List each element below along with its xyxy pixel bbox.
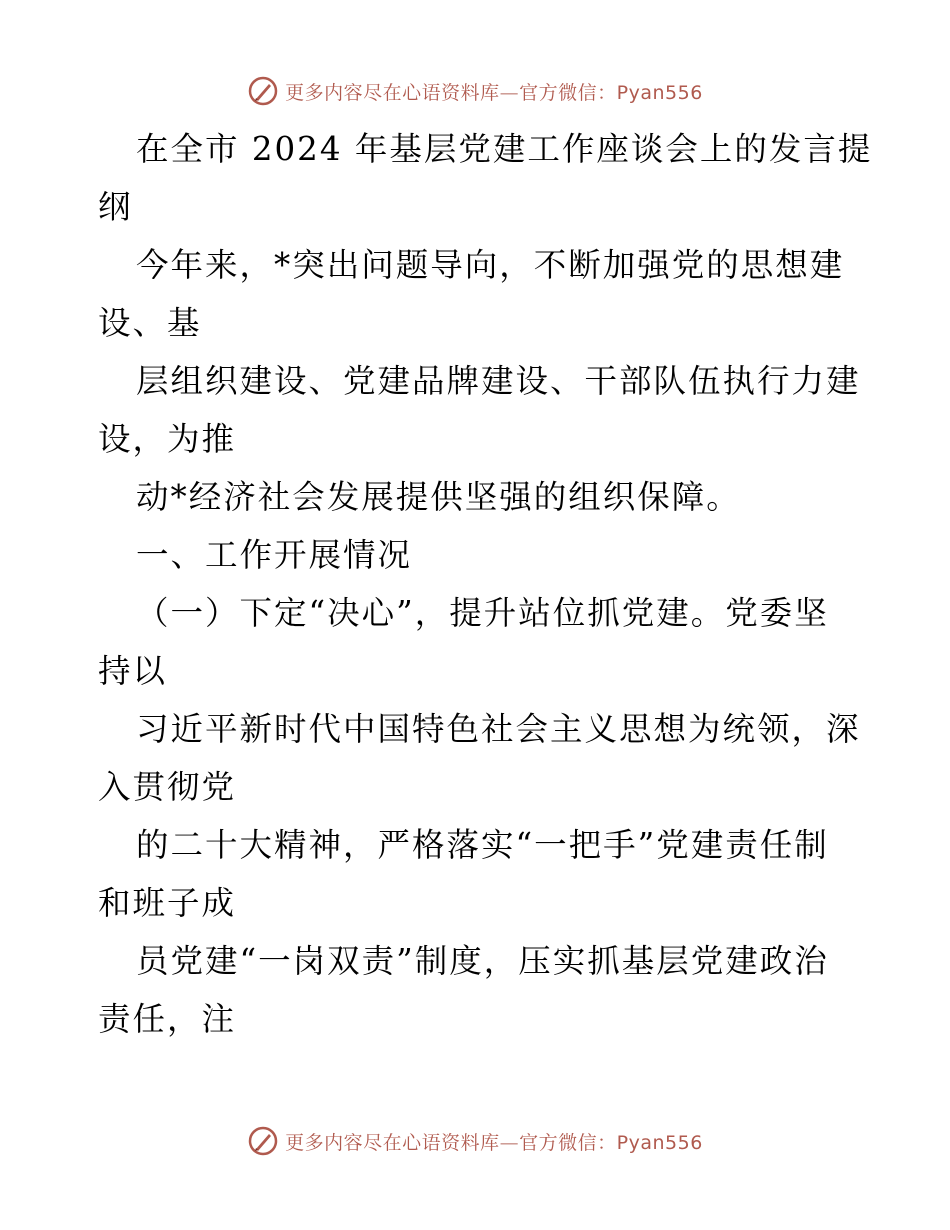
header-banner-text: 更多内容尽在心语资料库—官方微信：Pyan556 [285,81,703,104]
quill-pen-logo-icon [247,1125,279,1157]
text-line: 在全市 2024 年基层党建工作座谈会上的发言提 [136,130,873,168]
text-line: 入贯彻党 [98,768,237,806]
quill-pen-logo-icon [247,75,279,107]
header-banner [0,71,950,111]
text-line: 和班子成 [98,884,237,922]
text-line: 今年来，*突出问题导向，不断加强党的思想建 [136,246,845,284]
text-line: 持以 [98,652,168,690]
footer-banner-text: 更多内容尽在心语资料库—官方微信：Pyan556 [285,1131,703,1154]
text-line: 责任，注 [98,1000,237,1038]
text-line: 设，为推 [98,420,237,458]
document-body [98,120,873,1048]
text-line: 习近平新时代中国特色社会主义思想为统领，深 [136,710,861,748]
text-line: 的二十大精神，严格落实“一把手”党建责任制 [136,826,829,864]
text-line: 层组织建设、党建品牌建设、干部队伍执行力建 [136,362,861,400]
section-heading: 一、工作开展情况 [136,536,413,574]
text-line: 员党建“一岗双责”制度，压实抓基层党建政治 [136,942,829,980]
text-line: （一）下定“决心”，提升站位抓党建。党委坚 [136,594,829,632]
text-line: 设、基 [98,304,202,342]
footer-banner [0,1121,950,1161]
text-line: 动*经济社会发展提供坚强的组织保障。 [136,478,741,516]
text-line: 纲 [98,188,133,226]
